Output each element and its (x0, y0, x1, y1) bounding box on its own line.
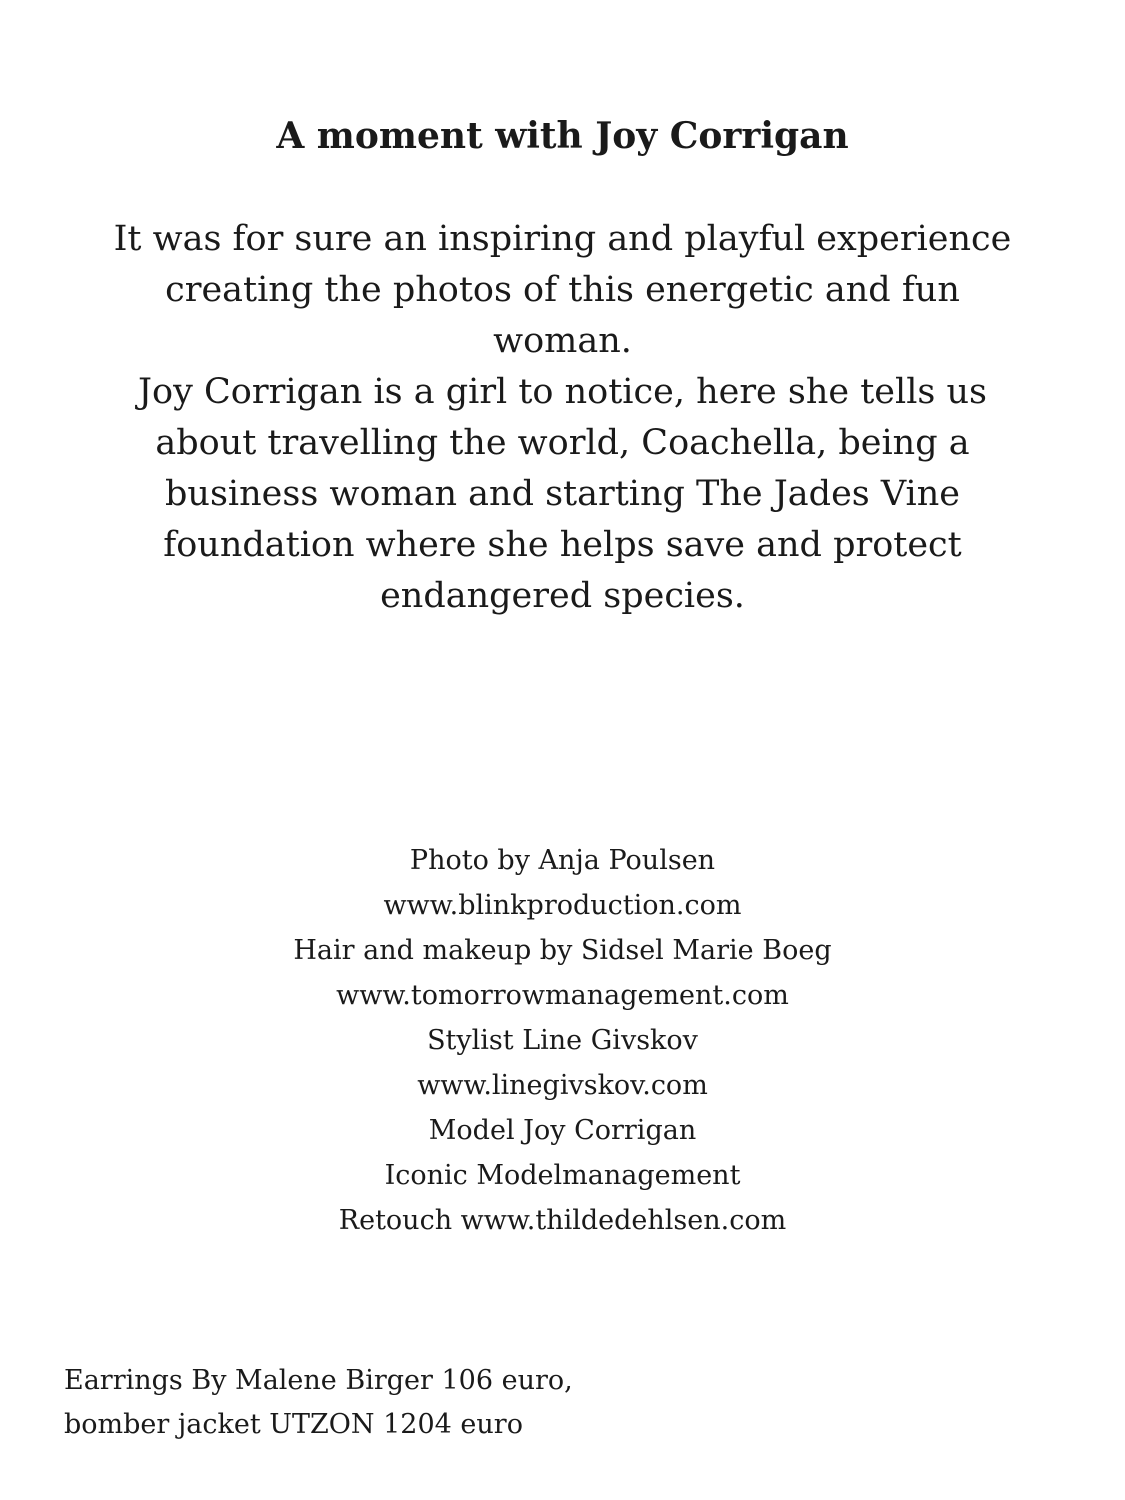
intro-paragraph: It was for sure an inspiring and playful experience creating the photos of this energetic and fun woman. (113, 219, 1012, 361)
product-caption (64, 1359, 764, 1447)
credits-block (0, 838, 1125, 1243)
credit-stylist: Stylist Line Givskov (427, 1025, 698, 1056)
product-line: bomber jacket UTZON 1204 euro (64, 1409, 523, 1440)
credit-model: Model Joy Corrigan (428, 1115, 697, 1146)
product-line: Earrings By Malene Birger 106 euro, (64, 1365, 573, 1396)
credit-agency: Iconic Modelmanagement (384, 1160, 741, 1191)
article-intro (100, 214, 1025, 622)
credit-hair-makeup: Hair and makeup by Sidsel Marie Boeg (293, 935, 832, 966)
credit-hair-makeup-link[interactable]: www.tomorrowmanagement.com (336, 980, 789, 1011)
credit-stylist-link[interactable]: www.linegivskov.com (417, 1070, 708, 1101)
credit-photographer-link[interactable]: www.blinkproduction.com (383, 890, 742, 921)
credit-photographer: Photo by Anja Poulsen (409, 845, 716, 876)
credit-retouch: Retouch www.thildedehlsen.com (338, 1205, 787, 1236)
intro-paragraph: Joy Corrigan is a girl to notice, here she tells us about travelling the world, Coachella, being a business woman and starting The Jades Vine foundation where she helps save and protect endangered species. (138, 372, 987, 616)
article-title: A moment with Joy Corrigan (276, 115, 849, 157)
